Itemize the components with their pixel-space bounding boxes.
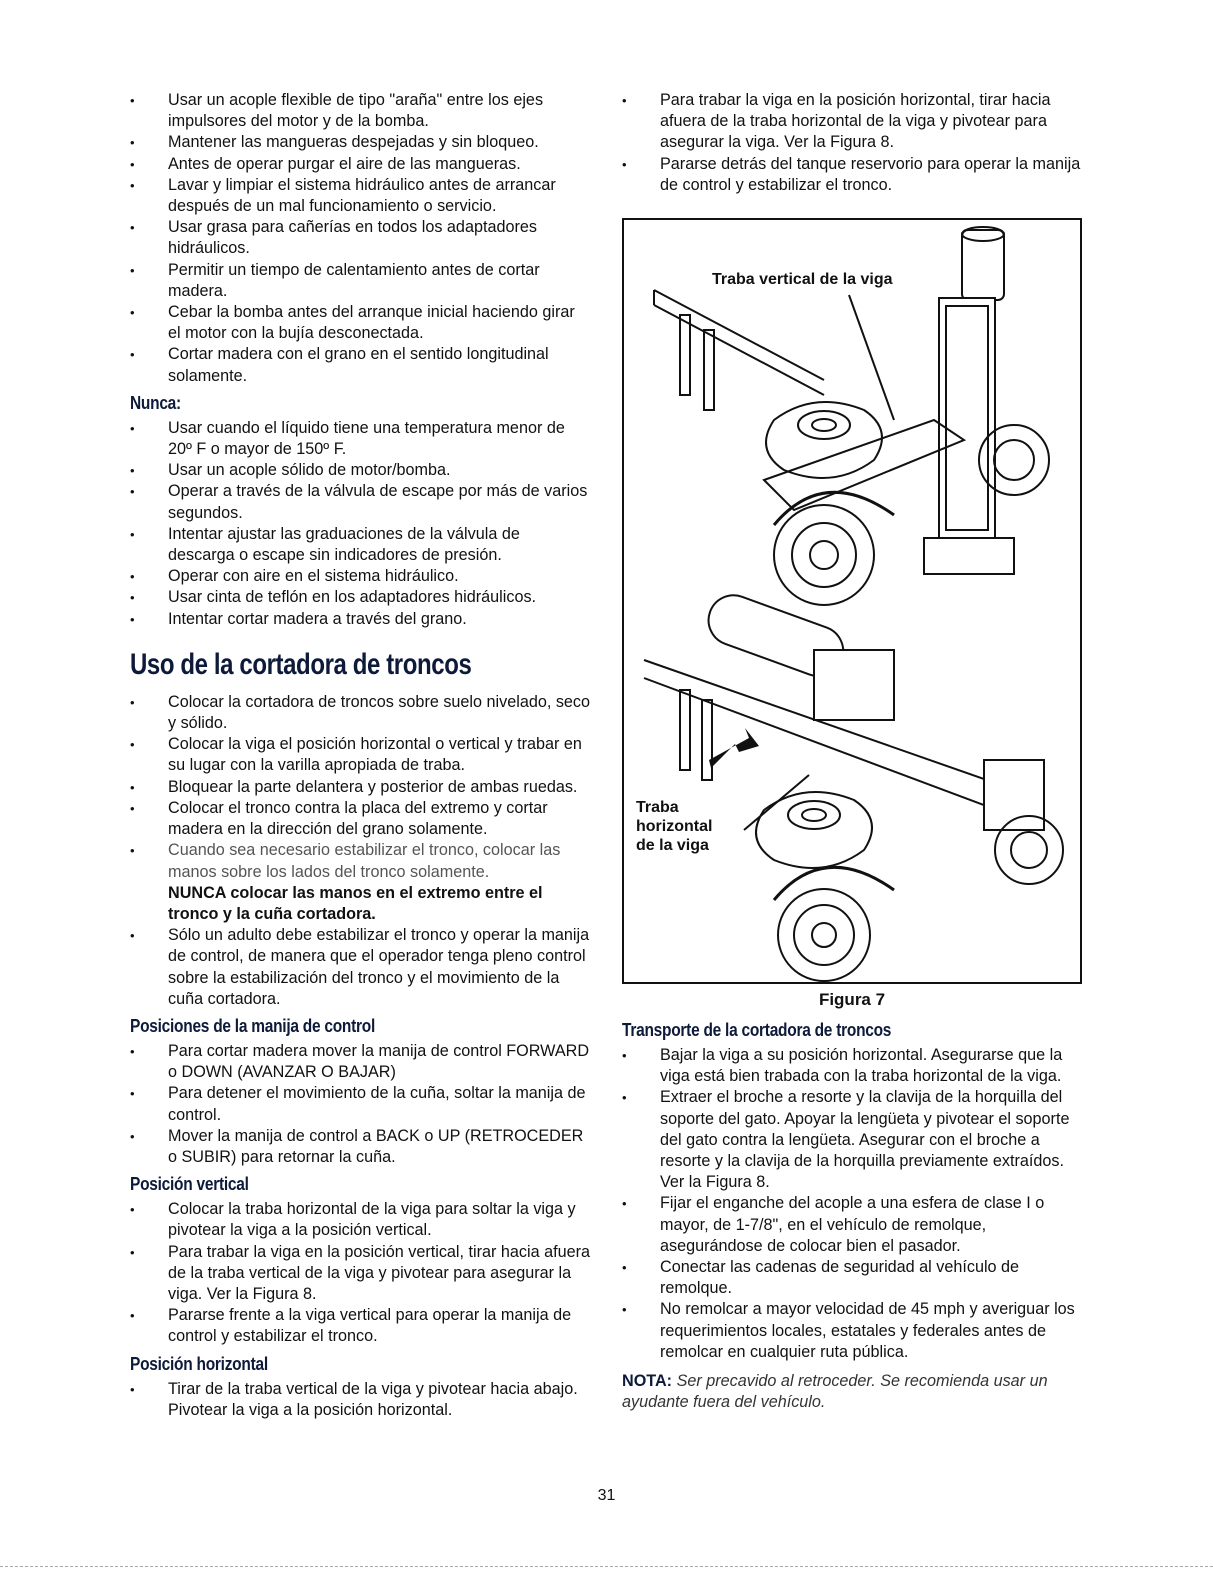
list-item: • Pararse frente a la viga vertical para operar la manija de control y estabilizar el tronco. (130, 1305, 590, 1347)
list-item: • Colocar el tronco contra la placa del extremo y cortar madera en la dirección del grano solamente. (130, 798, 590, 840)
nunca-heading: Nunca: (130, 392, 181, 413)
list-item: • Extraer el broche a resorte y la clavija de la horquilla del soporte del gato. Apoyar la lengüeta y pivotear el soporte del gato contra la lengüeta. Asegurar con el broche a resorte y la clavija de la horquilla previamente extraídos. Ver la Figura 8. (622, 1087, 1082, 1193)
list-item: • Mantener las mangueras despejadas y sin bloqueo. (130, 132, 590, 153)
list-item: • Tirar de la traba vertical de la viga y pivotear hacia abajo. Pivotear la viga a la posición horizontal. (130, 1379, 590, 1421)
list-item: • No remolcar a mayor velocidad de 45 mph y averiguar los requerimientos locales, estatales y federales antes de remolcar en cualquier ruta pública. (622, 1299, 1082, 1363)
posiciones-list (130, 1041, 590, 1168)
uso-list (130, 692, 590, 1010)
list-item: • Usar cinta de teflón en los adaptadores hidráulicos. (130, 587, 590, 608)
horizontal-heading: Posición horizontal (130, 1353, 268, 1374)
right-column (622, 90, 1082, 1413)
list-item: • Para trabar la viga en la posición vertical, tirar hacia afuera de la traba vertical de la viga y pivotear para asegurar la viga. Ver la Figura 8. (130, 1242, 590, 1306)
label-horizontal-lock-1: Traba (636, 799, 679, 817)
list-item: • Usar grasa para cañerías en todos los adaptadores hidráulicos. (130, 217, 590, 259)
label-horizontal-lock-3: de la viga (636, 837, 709, 855)
list-item: • Mover la manija de control a BACK o UP (RETROCEDER o SUBIR) para retornar la cuña. (130, 1126, 590, 1168)
intro-list (130, 90, 590, 387)
list-item: • Para cortar madera mover la manija de control FORWARD o DOWN (AVANZAR O BAJAR) (130, 1041, 590, 1083)
vertical-heading: Posición vertical (130, 1174, 249, 1195)
list-item: • Sólo un adulto debe estabilizar el tronco y operar la manija de control, de manera que el operador tenga pleno control sobre la estabilización del tronco y el movimiento de la cuña cortadora. (130, 925, 590, 1010)
list-item (130, 840, 590, 925)
list-item: • Cebar la bomba antes del arranque inicial haciendo girar el motor con la bujía desconectada. (130, 302, 590, 344)
figure-7 (622, 218, 1082, 984)
list-item: • Colocar la viga el posición horizontal o vertical y trabar en su lugar con la varilla apropiada de traba. (130, 734, 590, 776)
list-item: • Bloquear la parte delantera y posterior de ambas ruedas. (130, 777, 590, 798)
label-vertical-lock: Traba vertical de la viga (712, 271, 893, 289)
list-item: • Antes de operar purgar el aire de las mangueras. (130, 154, 590, 175)
section-title: Uso de la cortadora de troncos (130, 647, 472, 681)
list-item: • Colocar la traba horizontal de la viga para soltar la viga y pivotear la viga a la posición vertical. (130, 1199, 590, 1241)
list-item: • Operar con aire en el sistema hidráulico. (130, 566, 590, 587)
note-text: Ser precavido al retroceder. Se recomienda usar un ayudante fuera del vehículo. (622, 1372, 1048, 1412)
list-item: • Operar a través de la válvula de escape por más de varios segundos. (130, 481, 590, 523)
list-item: • Pararse detrás del tanque reservorio para operar la manija de control y estabilizar el tronco. (622, 154, 1082, 196)
note-label: NOTA: (622, 1372, 673, 1391)
transporte-heading: Transporte de la cortadora de troncos (622, 1020, 892, 1041)
figure-caption: Figura 7 (818, 990, 886, 1010)
list-item: • Lavar y limpiar el sistema hidráulico antes de arrancar después de un mal funcionamiento o servicio. (130, 175, 590, 217)
list-item: • Cortar madera con el grano en el sentido longitudinal solamente. (130, 344, 590, 386)
list-item: • Intentar ajustar las graduaciones de la válvula de descarga o escape sin indicadores de presión. (130, 524, 590, 566)
list-item: • Fijar el enganche del acople a una esfera de clase I o mayor, de 1-7/8", en el vehículo de remolque, asegurándose de colocar bien el pasador. (622, 1193, 1082, 1257)
page-number: 31 (597, 1487, 616, 1504)
hands-warning-bold: NUNCA colocar las manos en el extremo entre el tronco y la cuña cortadora. (168, 883, 543, 923)
transporte-list (622, 1045, 1082, 1363)
list-item: • Usar cuando el líquido tiene una temperatura menor de 20º F o mayor de 150º F. (130, 418, 590, 460)
posiciones-heading: Posiciones de la manija de control (130, 1015, 376, 1036)
list-item: • Intentar cortar madera a través del grano. (130, 609, 590, 630)
left-column (130, 90, 590, 1421)
list-item: • Para trabar la viga en la posición horizontal, tirar hacia afuera de la traba horizontal de la viga y pivotear para asegurar la viga. Ver la Figura 8. (622, 90, 1082, 154)
hands-warning-text: Cuando sea necesario estabilizar el tronco, colocar las manos sobre los lados del tronco solamente. (168, 841, 561, 881)
label-horizontal-lock-2: horizontal (636, 818, 713, 836)
list-item: • Conectar las cadenas de seguridad al vehículo de remolque. (622, 1257, 1082, 1299)
footer-divider (0, 1566, 1213, 1567)
list-item: • Bajar la viga a su posición horizontal. Asegurarse que la viga está bien trabada con la traba horizontal de la viga. (622, 1045, 1082, 1087)
nunca-list (130, 418, 590, 630)
arrow-icon (709, 728, 759, 768)
list-item: • Usar un acople sólido de motor/bomba. (130, 460, 590, 481)
top-list (622, 90, 1082, 196)
list-item: • Permitir un tiempo de calentamiento antes de cortar madera. (130, 260, 590, 302)
list-item: • Colocar la cortadora de troncos sobre suelo nivelado, seco y sólido. (130, 692, 590, 734)
list-item: • Usar un acople flexible de tipo "araña" entre los ejes impulsores del motor y de la bomba. (130, 90, 590, 132)
vertical-list (130, 1199, 590, 1347)
note (622, 1371, 1082, 1413)
list-item: • Para detener el movimiento de la cuña, soltar la manija de control. (130, 1083, 590, 1125)
horizontal-list (130, 1379, 590, 1421)
log-splitter-illustration (624, 220, 1080, 982)
